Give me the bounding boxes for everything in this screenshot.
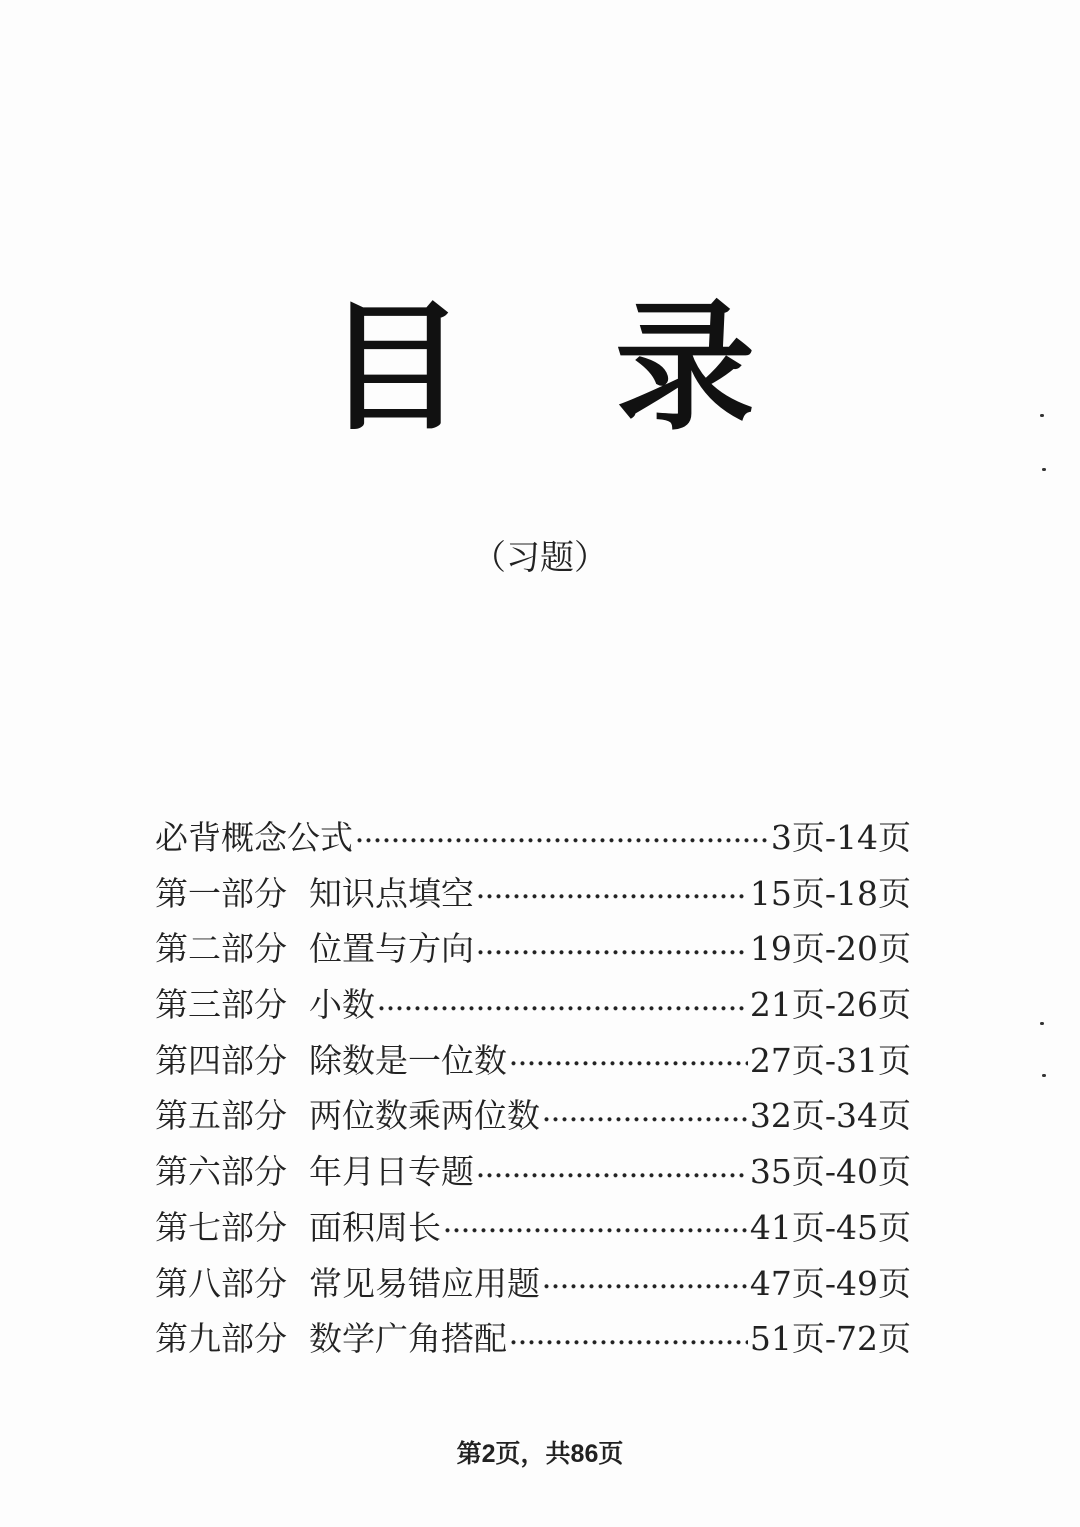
toc-topic: 必背概念公式	[155, 818, 353, 857]
toc-topic: 位置与方向	[309, 929, 474, 969]
scan-speck	[1040, 1022, 1044, 1025]
scan-speck	[1042, 1074, 1046, 1077]
toc-entry	[155, 979, 911, 1035]
toc-page-range: 47页-49页	[749, 1263, 911, 1303]
toc-part-label: 第八部分	[155, 1263, 287, 1303]
toc-part-label: 第六部分	[155, 1152, 287, 1192]
toc-page-range: 32页-34页	[749, 1096, 911, 1136]
toc-entry	[155, 923, 911, 979]
toc-part-label: 第七部分	[155, 1207, 287, 1247]
toc-entry	[155, 1035, 911, 1091]
toc-topic: 两位数乘两位数	[309, 1096, 540, 1136]
table-of-contents	[155, 812, 911, 1369]
toc-entry	[155, 812, 911, 868]
toc-page-range: 35页-40页	[749, 1152, 911, 1192]
toc-topic: 小数	[309, 985, 375, 1025]
toc-leader-dots	[355, 837, 769, 844]
toc-page-range: 19页-20页	[749, 929, 911, 969]
toc-page-range: 3页-14页	[770, 818, 911, 857]
toc-leader-dots	[443, 1227, 748, 1234]
toc-leader-dots	[542, 1283, 748, 1290]
toc-leader-dots	[377, 1005, 748, 1012]
toc-topic: 年月日专题	[309, 1152, 474, 1192]
toc-page-range: 27页-31页	[749, 1040, 911, 1080]
page-subtitle: （习题）	[472, 538, 608, 578]
toc-leader-dots	[509, 1060, 748, 1067]
toc-part-label: 第二部分	[155, 929, 287, 969]
toc-entry	[155, 1090, 911, 1146]
toc-page-range: 15页-18页	[749, 873, 911, 913]
toc-topic: 数学广角搭配	[309, 1319, 507, 1359]
toc-entry	[155, 1202, 911, 1258]
toc-part-label: 第五部分	[155, 1096, 287, 1136]
scan-speck	[1040, 414, 1044, 417]
toc-topic: 常见易错应用题	[309, 1263, 540, 1303]
toc-leader-dots	[476, 893, 748, 900]
toc-leader-dots	[476, 949, 748, 956]
toc-topic: 面积周长	[309, 1207, 441, 1247]
toc-entry	[155, 868, 911, 924]
title-char-2: 录	[615, 286, 756, 450]
toc-part-label: 第四部分	[155, 1040, 287, 1080]
toc-part-label: 第三部分	[155, 985, 287, 1025]
toc-leader-dots	[542, 1116, 748, 1123]
toc-part-label: 第一部分	[155, 873, 287, 913]
toc-leader-dots	[509, 1339, 748, 1346]
toc-entry	[155, 1313, 911, 1369]
toc-topic: 知识点填空	[309, 873, 474, 913]
toc-page-range: 51页-72页	[749, 1319, 911, 1359]
toc-part-label: 第九部分	[155, 1319, 287, 1359]
scan-speck	[1042, 468, 1046, 471]
toc-page-range: 41页-45页	[749, 1207, 911, 1247]
toc-leader-dots	[476, 1172, 748, 1179]
toc-topic: 除数是一位数	[309, 1040, 507, 1080]
page-footer: 第2页，共86页	[456, 1440, 624, 1468]
toc-entry	[155, 1258, 911, 1314]
page-title	[0, 288, 1080, 448]
toc-entry	[155, 1146, 911, 1202]
title-char-1: 目	[324, 286, 465, 450]
toc-page-range: 21页-26页	[749, 985, 911, 1025]
